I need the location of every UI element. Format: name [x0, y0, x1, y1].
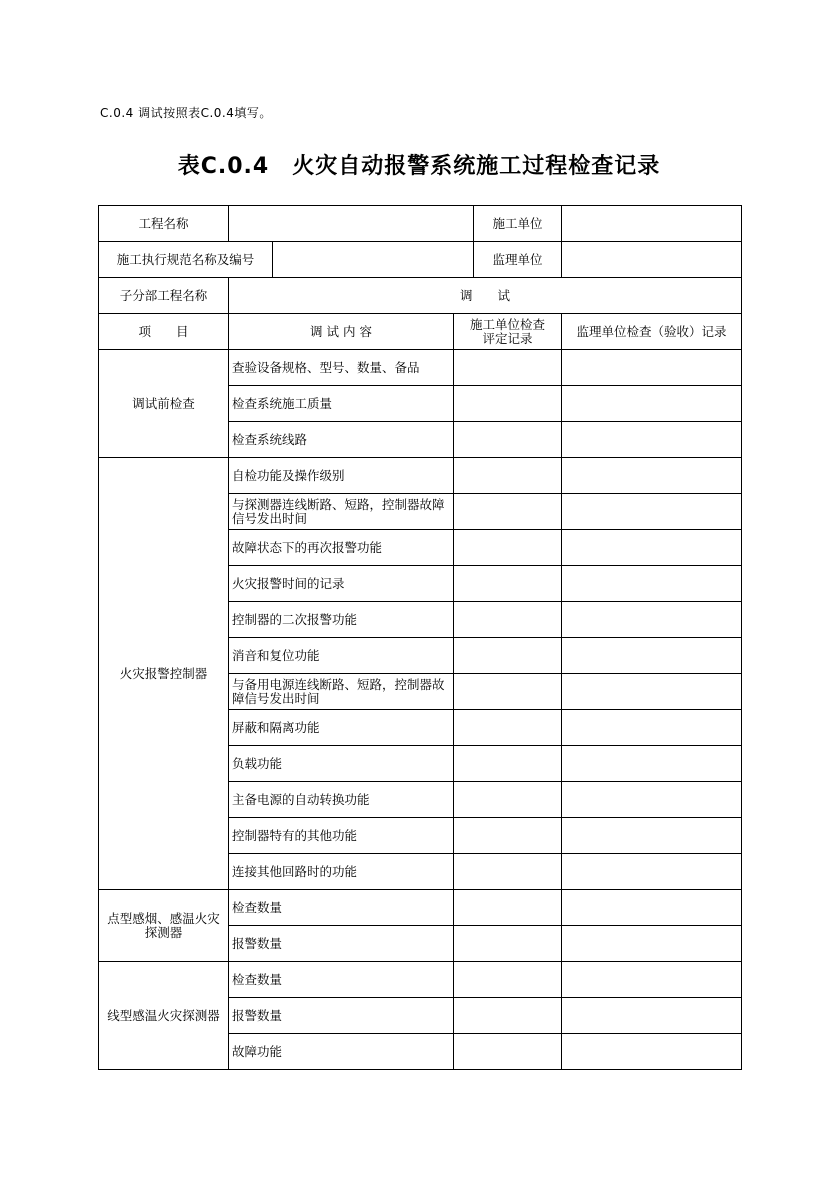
- check-item-label: 报警数量: [229, 998, 454, 1034]
- contractor-check-cell[interactable]: [454, 566, 562, 602]
- supervisor-check-cell[interactable]: [562, 962, 742, 998]
- check-item-label: 主备电源的自动转换功能: [229, 782, 454, 818]
- table-row: [99, 458, 742, 494]
- supervisor-check-cell[interactable]: [562, 710, 742, 746]
- inspection-record-table: [98, 205, 742, 1070]
- check-item-label: 控制器的二次报警功能: [229, 602, 454, 638]
- contractor-check-cell[interactable]: [454, 746, 562, 782]
- contractor-check-cell[interactable]: [454, 962, 562, 998]
- supervisor-check-cell[interactable]: [562, 350, 742, 386]
- project-name-field[interactable]: [229, 206, 474, 242]
- check-item-label: 检查数量: [229, 890, 454, 926]
- contractor-check-cell[interactable]: [454, 854, 562, 890]
- group-label: 线型感温火灾探测器: [99, 962, 229, 1070]
- supervisor-check-cell[interactable]: [562, 638, 742, 674]
- contractor-check-cell[interactable]: [454, 926, 562, 962]
- subproject-label: 子分部工程名称: [99, 278, 229, 314]
- supervisor-check-cell[interactable]: [562, 998, 742, 1034]
- project-name-row: [99, 206, 742, 242]
- contractor-check-cell[interactable]: [454, 458, 562, 494]
- intro-text: C.0.4 调试按照表C.0.4填写。: [100, 106, 272, 120]
- supervisor-check-cell[interactable]: [562, 890, 742, 926]
- supervisor-check-cell[interactable]: [562, 674, 742, 710]
- page-title: 表C.0.4 火灾自动报警系统施工过程检查记录: [177, 154, 661, 179]
- group-label: 点型感烟、感温火灾探测器: [99, 890, 229, 962]
- check-item-label: 消音和复位功能: [229, 638, 454, 674]
- check-item-label: 查验设备规格、型号、数量、备品: [229, 350, 454, 386]
- supervisor-check-cell[interactable]: [562, 566, 742, 602]
- supervisor-check-cell[interactable]: [562, 386, 742, 422]
- contractor-check-cell[interactable]: [454, 674, 562, 710]
- spec-field[interactable]: [273, 242, 474, 278]
- check-item-label: 自检功能及操作级别: [229, 458, 454, 494]
- supervisor-check-cell[interactable]: [562, 422, 742, 458]
- group-label: 火灾报警控制器: [99, 458, 229, 890]
- contractor-check-cell[interactable]: [454, 998, 562, 1034]
- project-name-label: 工程名称: [99, 206, 229, 242]
- check-item-label: 火灾报警时间的记录: [229, 566, 454, 602]
- contractor-check-cell[interactable]: [454, 1034, 562, 1070]
- contractor-check-cell[interactable]: [454, 386, 562, 422]
- column-header-supervisor-check: 监理单位检查（验收）记录: [562, 314, 742, 350]
- check-item-label: 控制器特有的其他功能: [229, 818, 454, 854]
- supervisor-check-cell[interactable]: [562, 818, 742, 854]
- contractor-check-cell[interactable]: [454, 422, 562, 458]
- contractor-check-cell[interactable]: [454, 890, 562, 926]
- column-header-contractor-check: 施工单位检查评定记录: [454, 314, 562, 350]
- subproject-value: 调 试: [229, 278, 742, 314]
- contractor-label: 施工单位: [474, 206, 562, 242]
- column-header-row: [99, 314, 742, 350]
- check-item-label: 故障状态下的再次报警功能: [229, 530, 454, 566]
- check-item-label: 故障功能: [229, 1034, 454, 1070]
- contractor-check-cell[interactable]: [454, 494, 562, 530]
- contractor-check-cell[interactable]: [454, 782, 562, 818]
- check-item-label: 检查系统施工质量: [229, 386, 454, 422]
- contractor-check-cell[interactable]: [454, 818, 562, 854]
- check-item-label: 连接其他回路时的功能: [229, 854, 454, 890]
- contractor-check-cell[interactable]: [454, 602, 562, 638]
- table-row: [99, 962, 742, 998]
- check-item-label: 检查系统线路: [229, 422, 454, 458]
- supervisor-check-cell[interactable]: [562, 458, 742, 494]
- contractor-check-cell[interactable]: [454, 710, 562, 746]
- column-header-item: 项 目: [99, 314, 229, 350]
- contractor-check-cell[interactable]: [454, 350, 562, 386]
- column-header-content: 调 试 内 容: [229, 314, 454, 350]
- check-item-label: 与探测器连线断路、短路，控制器故障信号发出时间: [229, 494, 454, 530]
- check-item-label: 检查数量: [229, 962, 454, 998]
- check-item-label: 与备用电源连线断路、短路，控制器故障信号发出时间: [229, 674, 454, 710]
- supervisor-check-cell[interactable]: [562, 494, 742, 530]
- table-row: [99, 890, 742, 926]
- supervisor-field[interactable]: [562, 242, 742, 278]
- subproject-row: [99, 278, 742, 314]
- table-row: [99, 350, 742, 386]
- group-label: 调试前检查: [99, 350, 229, 458]
- supervisor-label: 监理单位: [474, 242, 562, 278]
- supervisor-check-cell[interactable]: [562, 926, 742, 962]
- check-item-label: 报警数量: [229, 926, 454, 962]
- check-item-label: 负载功能: [229, 746, 454, 782]
- supervisor-check-cell[interactable]: [562, 530, 742, 566]
- supervisor-check-cell[interactable]: [562, 854, 742, 890]
- supervisor-check-cell[interactable]: [562, 1034, 742, 1070]
- spec-row: [99, 242, 742, 278]
- contractor-check-cell[interactable]: [454, 530, 562, 566]
- check-item-label: 屏蔽和隔离功能: [229, 710, 454, 746]
- supervisor-check-cell[interactable]: [562, 602, 742, 638]
- supervisor-check-cell[interactable]: [562, 746, 742, 782]
- supervisor-check-cell[interactable]: [562, 782, 742, 818]
- contractor-field[interactable]: [562, 206, 742, 242]
- spec-label: 施工执行规范名称及编号: [99, 242, 273, 278]
- contractor-check-cell[interactable]: [454, 638, 562, 674]
